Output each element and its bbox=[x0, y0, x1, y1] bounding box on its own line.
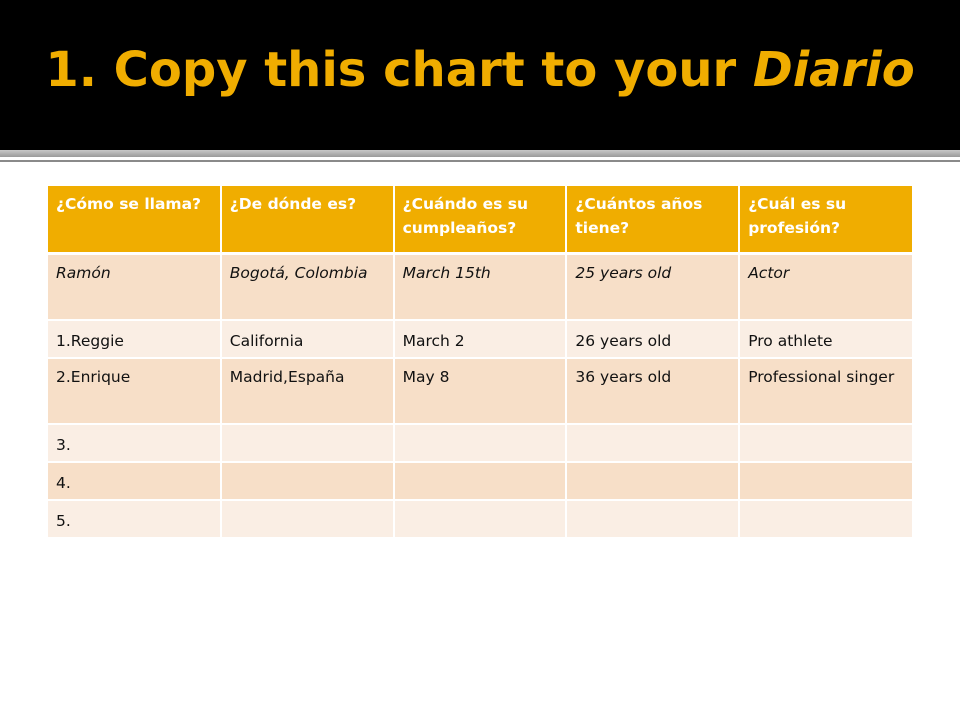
header-cell-birthday: ¿Cuándo es su cumpleaños? bbox=[394, 186, 567, 254]
title-bar bbox=[0, 0, 960, 150]
table-row bbox=[48, 462, 912, 500]
table-cell: Bogotá, Colombia bbox=[221, 254, 394, 321]
table-header-row bbox=[48, 186, 912, 254]
table-cell: March 2 bbox=[394, 320, 567, 358]
table-row bbox=[48, 254, 912, 321]
table-cell: 4. bbox=[48, 462, 221, 500]
header-cell-age: ¿Cuántos años tiene? bbox=[566, 186, 739, 254]
table-cell bbox=[566, 462, 739, 500]
table-cell: 5. bbox=[48, 500, 221, 538]
table-row bbox=[48, 320, 912, 358]
slide-title bbox=[0, 40, 960, 100]
table-cell bbox=[394, 424, 567, 462]
table-cell: Pro athlete bbox=[739, 320, 912, 358]
table-cell bbox=[566, 424, 739, 462]
table-row bbox=[48, 500, 912, 538]
table-cell bbox=[394, 462, 567, 500]
table-cell: 25 years old bbox=[566, 254, 739, 321]
table-cell bbox=[566, 500, 739, 538]
table-row bbox=[48, 424, 912, 462]
slide-title-main: 1. Copy this chart to your bbox=[45, 42, 753, 98]
table-cell: 1.Reggie bbox=[48, 320, 221, 358]
table-cell bbox=[221, 424, 394, 462]
table-cell: 3. bbox=[48, 424, 221, 462]
table-cell: California bbox=[221, 320, 394, 358]
table-cell: Actor bbox=[739, 254, 912, 321]
table-cell: Professional singer bbox=[739, 358, 912, 424]
table-cell: May 8 bbox=[394, 358, 567, 424]
table-cell bbox=[394, 500, 567, 538]
table-cell: Madrid,España bbox=[221, 358, 394, 424]
table-cell bbox=[739, 424, 912, 462]
slide-title-italic: Diario bbox=[752, 42, 915, 98]
table-cell bbox=[221, 500, 394, 538]
header-cell-name: ¿Cómo se llama? bbox=[48, 186, 221, 254]
header-cell-profession: ¿Cuál es su profesión? bbox=[739, 186, 912, 254]
table-cell: 26 years old bbox=[566, 320, 739, 358]
table-cell bbox=[739, 500, 912, 538]
info-chart-table bbox=[48, 186, 912, 539]
title-divider bbox=[0, 150, 960, 157]
table-cell bbox=[221, 462, 394, 500]
table-cell: 36 years old bbox=[566, 358, 739, 424]
table-row bbox=[48, 358, 912, 424]
table-cell: 2.Enrique bbox=[48, 358, 221, 424]
table-cell: Ramón bbox=[48, 254, 221, 321]
title-divider-thin bbox=[0, 160, 960, 162]
header-cell-origin: ¿De dónde es? bbox=[221, 186, 394, 254]
table-cell: March 15th bbox=[394, 254, 567, 321]
table-cell bbox=[739, 462, 912, 500]
